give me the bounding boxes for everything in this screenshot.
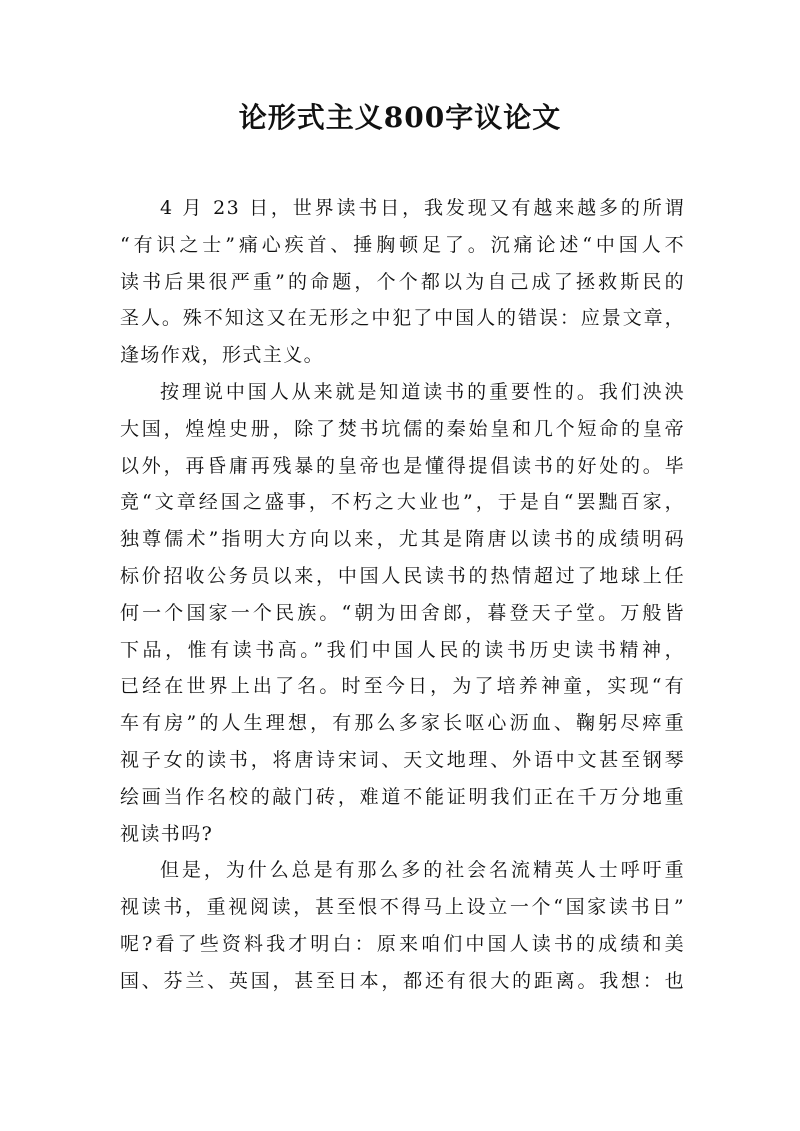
paragraph-1 (120, 190, 685, 374)
paragraph-2-line-3: 以外，再昏庸再残暴的皇帝也是懂得提倡读书的好处的。毕 (120, 454, 685, 477)
document-title: 论形式主义800字议论文 (238, 101, 562, 134)
paragraph-3-line-2: 视读书，重视阅读，甚至恨不得马上设立一个“国家读书日” (120, 896, 685, 919)
paragraph-1-line-3: 读书后果很严重”的命题，个个都以为自己成了拯救斯民的 (120, 270, 685, 293)
paragraph-3-line-1: 但是，为什么总是有那么多的社会名流精英人士呼吁重 (160, 859, 685, 882)
paragraph-2-line-7: 何一个国家一个民族。“朝为田舍郎，暮登天子堂。万般皆 (120, 601, 685, 624)
paragraph-3 (120, 852, 685, 999)
paragraph-2-line-12: 绘画当作名校的敲门砖，难道不能证明我们正在千万分地重 (120, 785, 685, 808)
paragraph-2-line-2: 大国，煌煌史册，除了焚书坑儒的秦始皇和几个短命的皇帝 (120, 417, 685, 440)
paragraph-2-line-5: 独尊儒术”指明大方向以来，尤其是隋唐以读书的成绩明码 (120, 528, 685, 551)
paragraph-3-line-3: 呢?看了些资料我才明白：原来咱们中国人读书的成绩和美 (120, 932, 685, 955)
paragraph-2-line-13: 视读书吗? (120, 822, 214, 845)
paragraph-1-line-4: 圣人。殊不知这又在无形之中犯了中国人的错误：应景文章， (120, 307, 685, 330)
paragraph-2-line-10: 车有房”的人生理想，有那么多家长呕心沥血、鞠躬尽瘁重 (120, 712, 685, 735)
paragraph-2-line-4: 竟“文章经国之盛事，不朽之大业也”，于是自“罢黜百家， (120, 491, 685, 514)
paragraph-2-line-8: 下品，惟有读书高。”我们中国人民的读书历史读书精神， (120, 638, 685, 661)
paragraph-1-line-2: “有识之士”痛心疾首、捶胸顿足了。沉痛论述“中国人不 (120, 233, 685, 256)
paragraph-2-line-11: 视子女的读书，将唐诗宋词、天文地理、外语中文甚至钢琴 (120, 748, 685, 771)
paragraph-1-line-5: 逢场作戏，形式主义。 (120, 344, 325, 367)
paragraph-3-line-4: 国、芬兰、英国，甚至日本，都还有很大的距离。我想：也 (120, 969, 685, 992)
paragraph-1-line-1: 4 月 23 日，世界读书日，我发现又有越来越多的所谓 (160, 197, 685, 219)
paragraph-2-line-9: 已经在世界上出了名。时至今日，为了培养神童，实现“有 (120, 675, 685, 698)
paragraph-2-line-6: 标价招收公务员以来，中国人民读书的热情超过了地球上任 (120, 564, 685, 587)
paragraph-2 (120, 374, 685, 852)
document-body (120, 190, 685, 1000)
paragraph-2-line-1: 按理说中国人从来就是知道读书的重要性的。我们泱泱 (160, 380, 685, 403)
